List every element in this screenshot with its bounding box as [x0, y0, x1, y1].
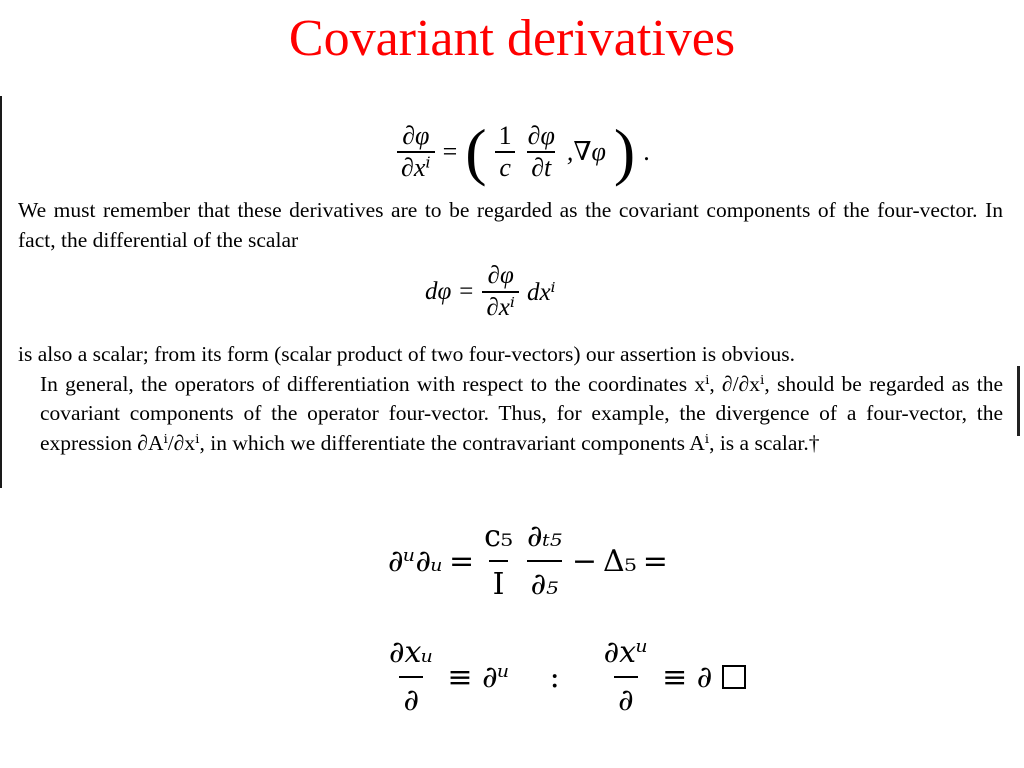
paragraph-general-operators: In general, the operators of differentiation with respect to the coordinates xⁱ, ∂/∂xⁱ, should be regarded as the covariant components of the operator four-vector. Thus, for example, the divergence of a four-vector, the expression ∂Aⁱ/∂xⁱ, in which we differentiate the contravariant components Aⁱ, is a scalar.†: [40, 371, 1003, 455]
eq1-one-over-c: $\frac{1}{c}$: [495, 121, 516, 183]
equation-partial-notation-garbled: ∂xᵤ ∂ ≡ ∂ᵘ : ∂xᵘ ∂ ≡ ∂: [385, 630, 746, 724]
garbled-fraction-3: ∂xᵤ ∂: [385, 630, 437, 724]
missing-glyph-box-icon: [722, 665, 746, 689]
paragraph-line-scalar: is also a scalar; from its form (scalar product of two four-vectors) our assertion is obvious.: [18, 342, 795, 366]
paragraph-covariant-components: We must remember that these derivatives are to be regarded as the covariant components of the four-vector. In fact, the differential of the scalar: [18, 198, 1003, 252]
scanned-excerpt: [0, 96, 1015, 488]
eq2-fraction: $\frac{\partial\varphi}{\text{∂xⁱ}}$: [482, 261, 518, 323]
eq1-time-derivative: $\frac{\partial\varphi}{\partial t}$: [527, 121, 555, 182]
eq1-lhs-fraction: $\frac{\partial\varphi}{\text{∂xⁱ}}$: [397, 121, 435, 183]
slide-title: Covariant derivatives: [288, 10, 736, 67]
garbled-fraction-2: ∂ₜ₅ ∂₅: [523, 514, 566, 608]
paragraph-operator-four-vector: [18, 340, 1003, 458]
equation-differential: dφ = $\frac{\partial\varphi}{\text{∂xⁱ}}$ dxⁱ: [425, 262, 556, 321]
equation-gradient: $\frac{\partial\varphi}{\text{∂xⁱ}}$ = ( $\frac{1}{c}$ $\frac{\partial\varphi}{\partial t}$ ,∇φ ) .: [397, 120, 650, 184]
equation-dalembertian-garbled: ∂ᵘ∂ᵤ = $\frac{\text{c₅}}{I}$ ∂ₜ₅ ∂₅ − Δ₅ =: [388, 514, 668, 608]
scan-edge-mark: [1017, 366, 1020, 436]
garbled-fraction-1: $\frac{\text{c₅}}{I}$: [480, 514, 517, 608]
garbled-fraction-4: ∂xᵘ ∂: [600, 630, 652, 724]
